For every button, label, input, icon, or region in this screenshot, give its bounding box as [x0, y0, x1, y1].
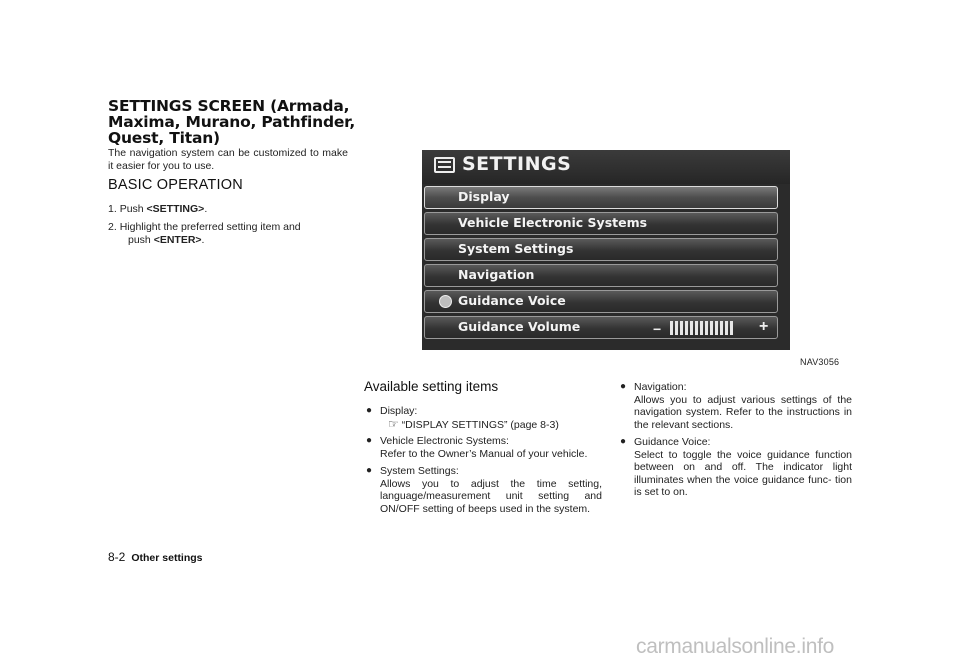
minus-icon[interactable]: − — [653, 321, 662, 337]
item-title: Navigation: — [634, 381, 687, 393]
volume-segment — [685, 321, 688, 335]
step-number: 2. — [108, 221, 117, 233]
item-title: Vehicle Electronic Systems: — [380, 435, 509, 447]
menu-item-system-settings[interactable] — [424, 238, 778, 261]
volume-segment — [710, 321, 713, 335]
page-number: 8-2 — [108, 550, 126, 564]
item-title: System Settings: — [380, 465, 459, 477]
volume-level-bar — [670, 321, 733, 335]
indicator-light-icon — [439, 295, 452, 308]
reference-icon: ☞ — [388, 416, 399, 431]
item-body: Refer to the Owner’s Manual of your vehicle. — [380, 447, 588, 460]
section-title: SETTINGS SCREEN (Armada, Maxima, Murano, Pathfinder, Quest, Titan) — [108, 97, 356, 147]
item-body: Allows you to adjust the time setting, language/measurement unit setting and ON/OFF setting of beeps used in the system. — [380, 477, 602, 515]
step-text: Push — [119, 203, 147, 215]
menu-label: Guidance Voice — [458, 293, 566, 308]
menu-item-display[interactable] — [424, 186, 778, 209]
step-end: . — [204, 203, 208, 215]
volume-segment — [675, 321, 678, 335]
menu-label: System Settings — [458, 241, 574, 256]
list-item — [366, 465, 602, 515]
bullet-icon: ● — [366, 405, 373, 416]
basic-operation-heading: BASIC OPERATION — [108, 177, 243, 193]
step-1 — [108, 203, 207, 216]
step-text-cont: push — [128, 234, 154, 246]
volume-segment — [725, 321, 728, 335]
page-footer — [108, 550, 203, 564]
step-text: Highlight the preferred setting item and — [119, 221, 301, 233]
chapter-name: Other settings — [131, 552, 203, 564]
list-item — [620, 436, 852, 499]
menu-label: Vehicle Electronic Systems — [458, 215, 648, 230]
bullet-icon: ● — [366, 435, 373, 446]
menu-item-navigation[interactable] — [424, 264, 778, 287]
volume-segment — [705, 321, 708, 335]
settings-list-icon — [434, 157, 455, 173]
item-body: Select to toggle the voice guidance function between on and off. The indicator light illuminates when the voice guidance func- tion is set to on. — [634, 448, 852, 498]
volume-segment — [670, 321, 673, 335]
menu-item-guidance-voice[interactable] — [424, 290, 778, 313]
volume-segment — [730, 321, 733, 335]
menu-label: Display — [458, 189, 510, 204]
step-number: 1. — [108, 203, 117, 215]
bullet-icon: ● — [366, 465, 373, 476]
menu-item-guidance-volume[interactable] — [424, 316, 778, 339]
volume-segment — [715, 321, 718, 335]
volume-segment — [690, 321, 693, 335]
plus-icon[interactable]: + — [759, 318, 769, 335]
volume-segment — [680, 321, 683, 335]
settings-screen-image — [422, 150, 790, 350]
watermark: carmanualsonline.info — [636, 635, 834, 658]
item-reference: “DISPLAY SETTINGS” (page 8-3) — [401, 418, 559, 431]
volume-segment — [720, 321, 723, 335]
list-item — [620, 381, 852, 431]
menu-label: Guidance Volume — [458, 319, 581, 334]
list-item — [366, 435, 602, 460]
screen-header — [422, 150, 790, 184]
bullet-icon: ● — [620, 381, 627, 392]
setting-key: <SETTING> — [146, 203, 205, 215]
item-title: Guidance Voice: — [634, 436, 711, 448]
step-end: . — [201, 234, 205, 246]
bullet-icon: ● — [620, 436, 627, 447]
list-item — [366, 405, 602, 431]
step-2 — [108, 221, 346, 247]
available-items-heading: Available setting items — [364, 379, 499, 394]
intro-text: The navigation system can be customized to make it easier for you to use. — [108, 147, 348, 172]
menu-label: Navigation — [458, 267, 535, 282]
volume-segment — [700, 321, 703, 335]
volume-segment — [695, 321, 698, 335]
item-title: Display: — [380, 405, 418, 417]
figure-id: NAV3056 — [800, 357, 840, 367]
screen-title: SETTINGS — [462, 153, 572, 175]
enter-key: <ENTER> — [153, 234, 202, 246]
item-body: Allows you to adjust various settings of the navigation system. Refer to the instructions in the relevant sections. — [634, 393, 852, 431]
menu-item-vehicle-electronic-systems[interactable] — [424, 212, 778, 235]
